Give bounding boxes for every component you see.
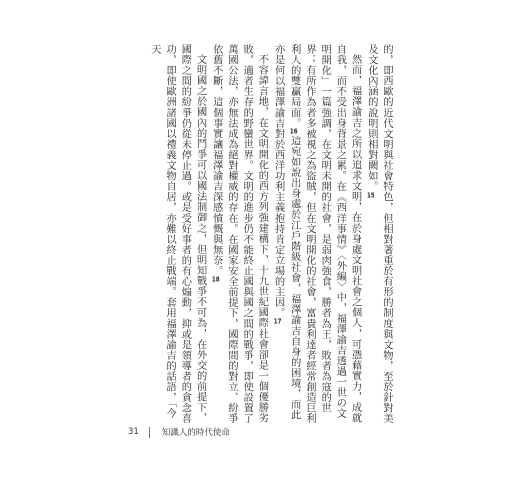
paragraph-1 [363,44,394,424]
footnote-ref-17: 17 [273,318,282,326]
paragraph-2-text: 然而，福澤諭吉之所以追求文明，在於身處文明社會之個人，可憑藉實力，成就自我，而不受出身背景之累。在《西洋事情》〈外編〉中，福澤諭吉透過一世の文明開化」一篇強調，在文明未開的社會，是弱肉強食，勝者為王，敗者為寇的世界；有所作為者多被視之為盜賊，但在文明開化的社會，富貴利達者經常創造巨利利人的雙贏局面。 [288,44,361,424]
paragraph-4 [147,44,208,424]
footnote-ref-15: 15 [366,191,375,199]
paragraph-3-text: 不容諱言地，在文明開化的西方列強建構下，十九世紀國際社會卻是一個優勝劣敗，適者生存的野蠻世界。文明的進步仍不能終止國與國之間的戰爭，即使設置了萬國公法，亦無法成為絕對權威的存在。在國家安全前提下，國際間的對立、紛爭依舊不斷，這個事實讓福澤諭吉深感憤慨與無奈。 [210,44,268,424]
paragraph-2-continued: 這宛如說出身處於江戶階級社會，福澤諭吉自身的困境，而此亦是何以福澤諭吉對於西洋功利主義抱持肯定立場的主因。 [272,44,300,421]
paragraph-3 [208,44,270,424]
running-title: 知識人的時代使命 [161,428,230,438]
body-text [128,44,394,424]
page-footer [128,425,230,439]
page-number: 31 [128,427,139,437]
paragraph-1-text: 的，即西歐的近代文明與社會特色，但相對著重於有形的制度與文物，至於針對美及文化內涵的說明則相對闕如。 [365,44,392,424]
paragraph-2 [269,44,362,424]
footnote-ref-18: 18 [211,276,220,284]
footnote-ref-16: 16 [289,128,298,136]
paragraph-4-text: 文明國之於國內的鬥爭可以國法制御之，但明知戰爭不可為，在外交的前提下，國際之間的紛爭仍從未停止過。或是受好事者的有心煽動，抑或是領導者的貪念喜功，即使歐洲諸國以禮義文物自居，亦難以終止戰端。套用福澤諭吉的話語，「今天 [148,44,206,424]
footer-divider [149,427,150,438]
